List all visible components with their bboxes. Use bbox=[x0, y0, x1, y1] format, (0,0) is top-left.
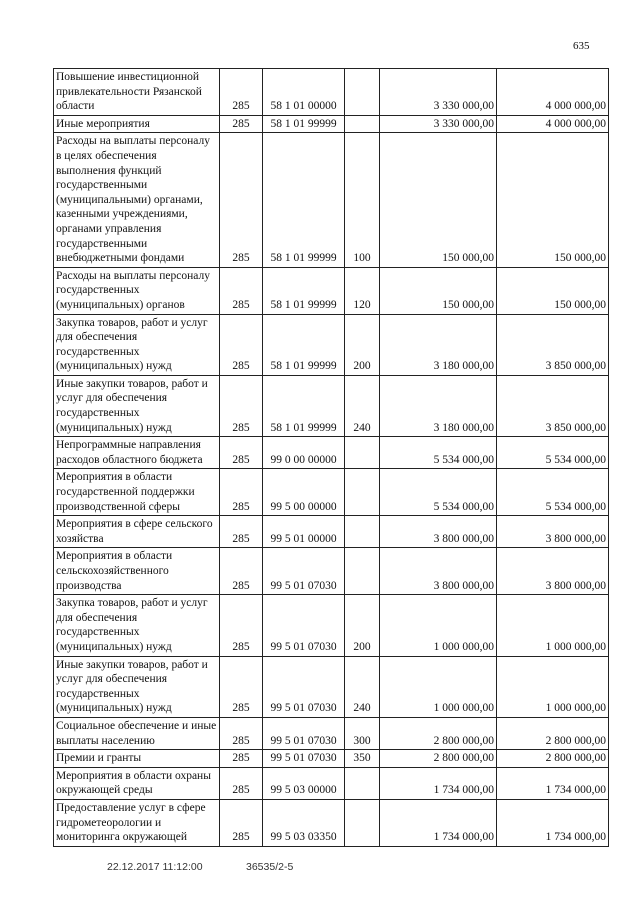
row-sum-2019: 3 800 000,00 bbox=[380, 516, 497, 548]
row-sum-2019: 1 734 000,00 bbox=[380, 767, 497, 799]
row-ministry-code: 285 bbox=[220, 799, 263, 846]
row-target-code: 99 5 01 07030 bbox=[263, 595, 345, 656]
table-row bbox=[54, 656, 609, 717]
row-target-code: 99 5 01 00000 bbox=[263, 516, 345, 548]
row-ministry-code: 285 bbox=[220, 69, 263, 116]
footer-doc-code: 36535/2-5 bbox=[246, 861, 294, 873]
row-sum-2020: 5 534 000,00 bbox=[497, 437, 609, 469]
table-row bbox=[54, 314, 609, 375]
row-sum-2020: 3 800 000,00 bbox=[497, 548, 609, 595]
row-sum-2020: 1 000 000,00 bbox=[497, 595, 609, 656]
row-sum-2019: 2 800 000,00 bbox=[380, 750, 497, 768]
row-sum-2019: 150 000,00 bbox=[380, 133, 497, 267]
row-ministry-code: 285 bbox=[220, 656, 263, 717]
row-sum-2019: 3 180 000,00 bbox=[380, 375, 497, 436]
table-row bbox=[54, 69, 609, 116]
row-expense-type: 300 bbox=[345, 717, 380, 749]
row-name: Расходы на выплаты персоналу государственных (муниципальных) органов bbox=[54, 267, 220, 314]
row-name: Иные мероприятия bbox=[54, 115, 220, 133]
row-sum-2019: 1 000 000,00 bbox=[380, 595, 497, 656]
row-name: Иные закупки товаров, работ и услуг для обеспечения государственных (муниципальных) нужд bbox=[54, 375, 220, 436]
row-name: Повышение инвестиционной привлекательности Рязанской области bbox=[54, 69, 220, 116]
row-expense-type bbox=[345, 69, 380, 116]
row-ministry-code: 285 bbox=[220, 750, 263, 768]
row-target-code: 99 5 03 00000 bbox=[263, 767, 345, 799]
row-name: Мероприятия в области сельскохозяйственного производства bbox=[54, 548, 220, 595]
table-row bbox=[54, 717, 609, 749]
row-target-code: 58 1 01 99999 bbox=[263, 133, 345, 267]
row-ministry-code: 285 bbox=[220, 767, 263, 799]
row-name: Закупка товаров, работ и услуг для обеспечения государственных (муниципальных) нужд bbox=[54, 595, 220, 656]
row-expense-type: 100 bbox=[345, 133, 380, 267]
row-target-code: 58 1 01 00000 bbox=[263, 69, 345, 116]
row-target-code: 99 0 00 00000 bbox=[263, 437, 345, 469]
row-expense-type: 350 bbox=[345, 750, 380, 768]
footer-timestamp: 22.12.2017 11:12:00 bbox=[107, 861, 203, 873]
row-sum-2019: 3 800 000,00 bbox=[380, 548, 497, 595]
row-sum-2019: 3 180 000,00 bbox=[380, 314, 497, 375]
table-row bbox=[54, 799, 609, 846]
table-row bbox=[54, 133, 609, 267]
row-sum-2020: 1 734 000,00 bbox=[497, 799, 609, 846]
page-number: 635 bbox=[573, 40, 590, 52]
row-sum-2020: 2 800 000,00 bbox=[497, 750, 609, 768]
row-expense-type: 120 bbox=[345, 267, 380, 314]
row-sum-2020: 4 000 000,00 bbox=[497, 69, 609, 116]
row-target-code: 99 5 01 07030 bbox=[263, 750, 345, 768]
row-ministry-code: 285 bbox=[220, 717, 263, 749]
row-sum-2020: 150 000,00 bbox=[497, 133, 609, 267]
row-target-code: 99 5 01 07030 bbox=[263, 548, 345, 595]
row-name: Мероприятия в области государственной поддержки производственной сферы bbox=[54, 469, 220, 516]
row-name: Премии и гранты bbox=[54, 750, 220, 768]
row-sum-2020: 150 000,00 bbox=[497, 267, 609, 314]
row-sum-2020: 3 800 000,00 bbox=[497, 516, 609, 548]
row-target-code: 99 5 01 07030 bbox=[263, 717, 345, 749]
row-sum-2019: 3 330 000,00 bbox=[380, 69, 497, 116]
table-row bbox=[54, 375, 609, 436]
row-sum-2020: 2 800 000,00 bbox=[497, 717, 609, 749]
row-expense-type bbox=[345, 469, 380, 516]
row-name: Непрограммные направления расходов областного бюджета bbox=[54, 437, 220, 469]
row-sum-2020: 1 734 000,00 bbox=[497, 767, 609, 799]
budget-table bbox=[53, 68, 609, 847]
row-target-code: 99 5 00 00000 bbox=[263, 469, 345, 516]
row-name: Предоставление услуг в сфере гидрометеорологии и мониторинга окружающей bbox=[54, 799, 220, 846]
row-name: Иные закупки товаров, работ и услуг для обеспечения государственных (муниципальных) нужд bbox=[54, 656, 220, 717]
row-target-code: 58 1 01 99999 bbox=[263, 267, 345, 314]
row-ministry-code: 285 bbox=[220, 267, 263, 314]
row-ministry-code: 285 bbox=[220, 314, 263, 375]
row-sum-2020: 4 000 000,00 bbox=[497, 115, 609, 133]
budget-table-body bbox=[54, 69, 609, 847]
row-expense-type bbox=[345, 767, 380, 799]
table-row bbox=[54, 469, 609, 516]
row-target-code: 58 1 01 99999 bbox=[263, 375, 345, 436]
table-row bbox=[54, 267, 609, 314]
row-name: Расходы на выплаты персоналу в целях обеспечения выполнения функций государственными (муниципальными) органами, казенными учреждениями, органами управления государственными внебюджетными фондами bbox=[54, 133, 220, 267]
row-ministry-code: 285 bbox=[220, 375, 263, 436]
row-expense-type: 240 bbox=[345, 375, 380, 436]
row-sum-2020: 5 534 000,00 bbox=[497, 469, 609, 516]
row-expense-type: 240 bbox=[345, 656, 380, 717]
row-name: Закупка товаров, работ и услуг для обеспечения государственных (муниципальных) нужд bbox=[54, 314, 220, 375]
row-target-code: 99 5 01 07030 bbox=[263, 656, 345, 717]
row-sum-2019: 3 330 000,00 bbox=[380, 115, 497, 133]
row-ministry-code: 285 bbox=[220, 516, 263, 548]
row-name: Мероприятия в сфере сельского хозяйства bbox=[54, 516, 220, 548]
row-ministry-code: 285 bbox=[220, 133, 263, 267]
row-ministry-code: 285 bbox=[220, 115, 263, 133]
row-sum-2019: 1 000 000,00 bbox=[380, 656, 497, 717]
table-row bbox=[54, 548, 609, 595]
row-sum-2019: 5 534 000,00 bbox=[380, 469, 497, 516]
row-target-code: 99 5 03 03350 bbox=[263, 799, 345, 846]
row-name: Мероприятия в области охраны окружающей среды bbox=[54, 767, 220, 799]
table-row bbox=[54, 437, 609, 469]
row-ministry-code: 285 bbox=[220, 437, 263, 469]
row-sum-2019: 150 000,00 bbox=[380, 267, 497, 314]
row-expense-type bbox=[345, 548, 380, 595]
row-sum-2020: 3 850 000,00 bbox=[497, 375, 609, 436]
row-expense-type bbox=[345, 516, 380, 548]
row-expense-type bbox=[345, 799, 380, 846]
row-sum-2020: 3 850 000,00 bbox=[497, 314, 609, 375]
row-ministry-code: 285 bbox=[220, 469, 263, 516]
row-expense-type: 200 bbox=[345, 314, 380, 375]
row-expense-type bbox=[345, 437, 380, 469]
table-row bbox=[54, 516, 609, 548]
row-expense-type: 200 bbox=[345, 595, 380, 656]
table-row bbox=[54, 595, 609, 656]
row-ministry-code: 285 bbox=[220, 595, 263, 656]
row-name: Социальное обеспечение и иные выплаты населению bbox=[54, 717, 220, 749]
row-sum-2019: 2 800 000,00 bbox=[380, 717, 497, 749]
row-sum-2019: 1 734 000,00 bbox=[380, 799, 497, 846]
row-ministry-code: 285 bbox=[220, 548, 263, 595]
row-target-code: 58 1 01 99999 bbox=[263, 115, 345, 133]
row-expense-type bbox=[345, 115, 380, 133]
row-target-code: 58 1 01 99999 bbox=[263, 314, 345, 375]
table-row bbox=[54, 115, 609, 133]
table-row bbox=[54, 750, 609, 768]
row-sum-2019: 5 534 000,00 bbox=[380, 437, 497, 469]
row-sum-2020: 1 000 000,00 bbox=[497, 656, 609, 717]
table-row bbox=[54, 767, 609, 799]
